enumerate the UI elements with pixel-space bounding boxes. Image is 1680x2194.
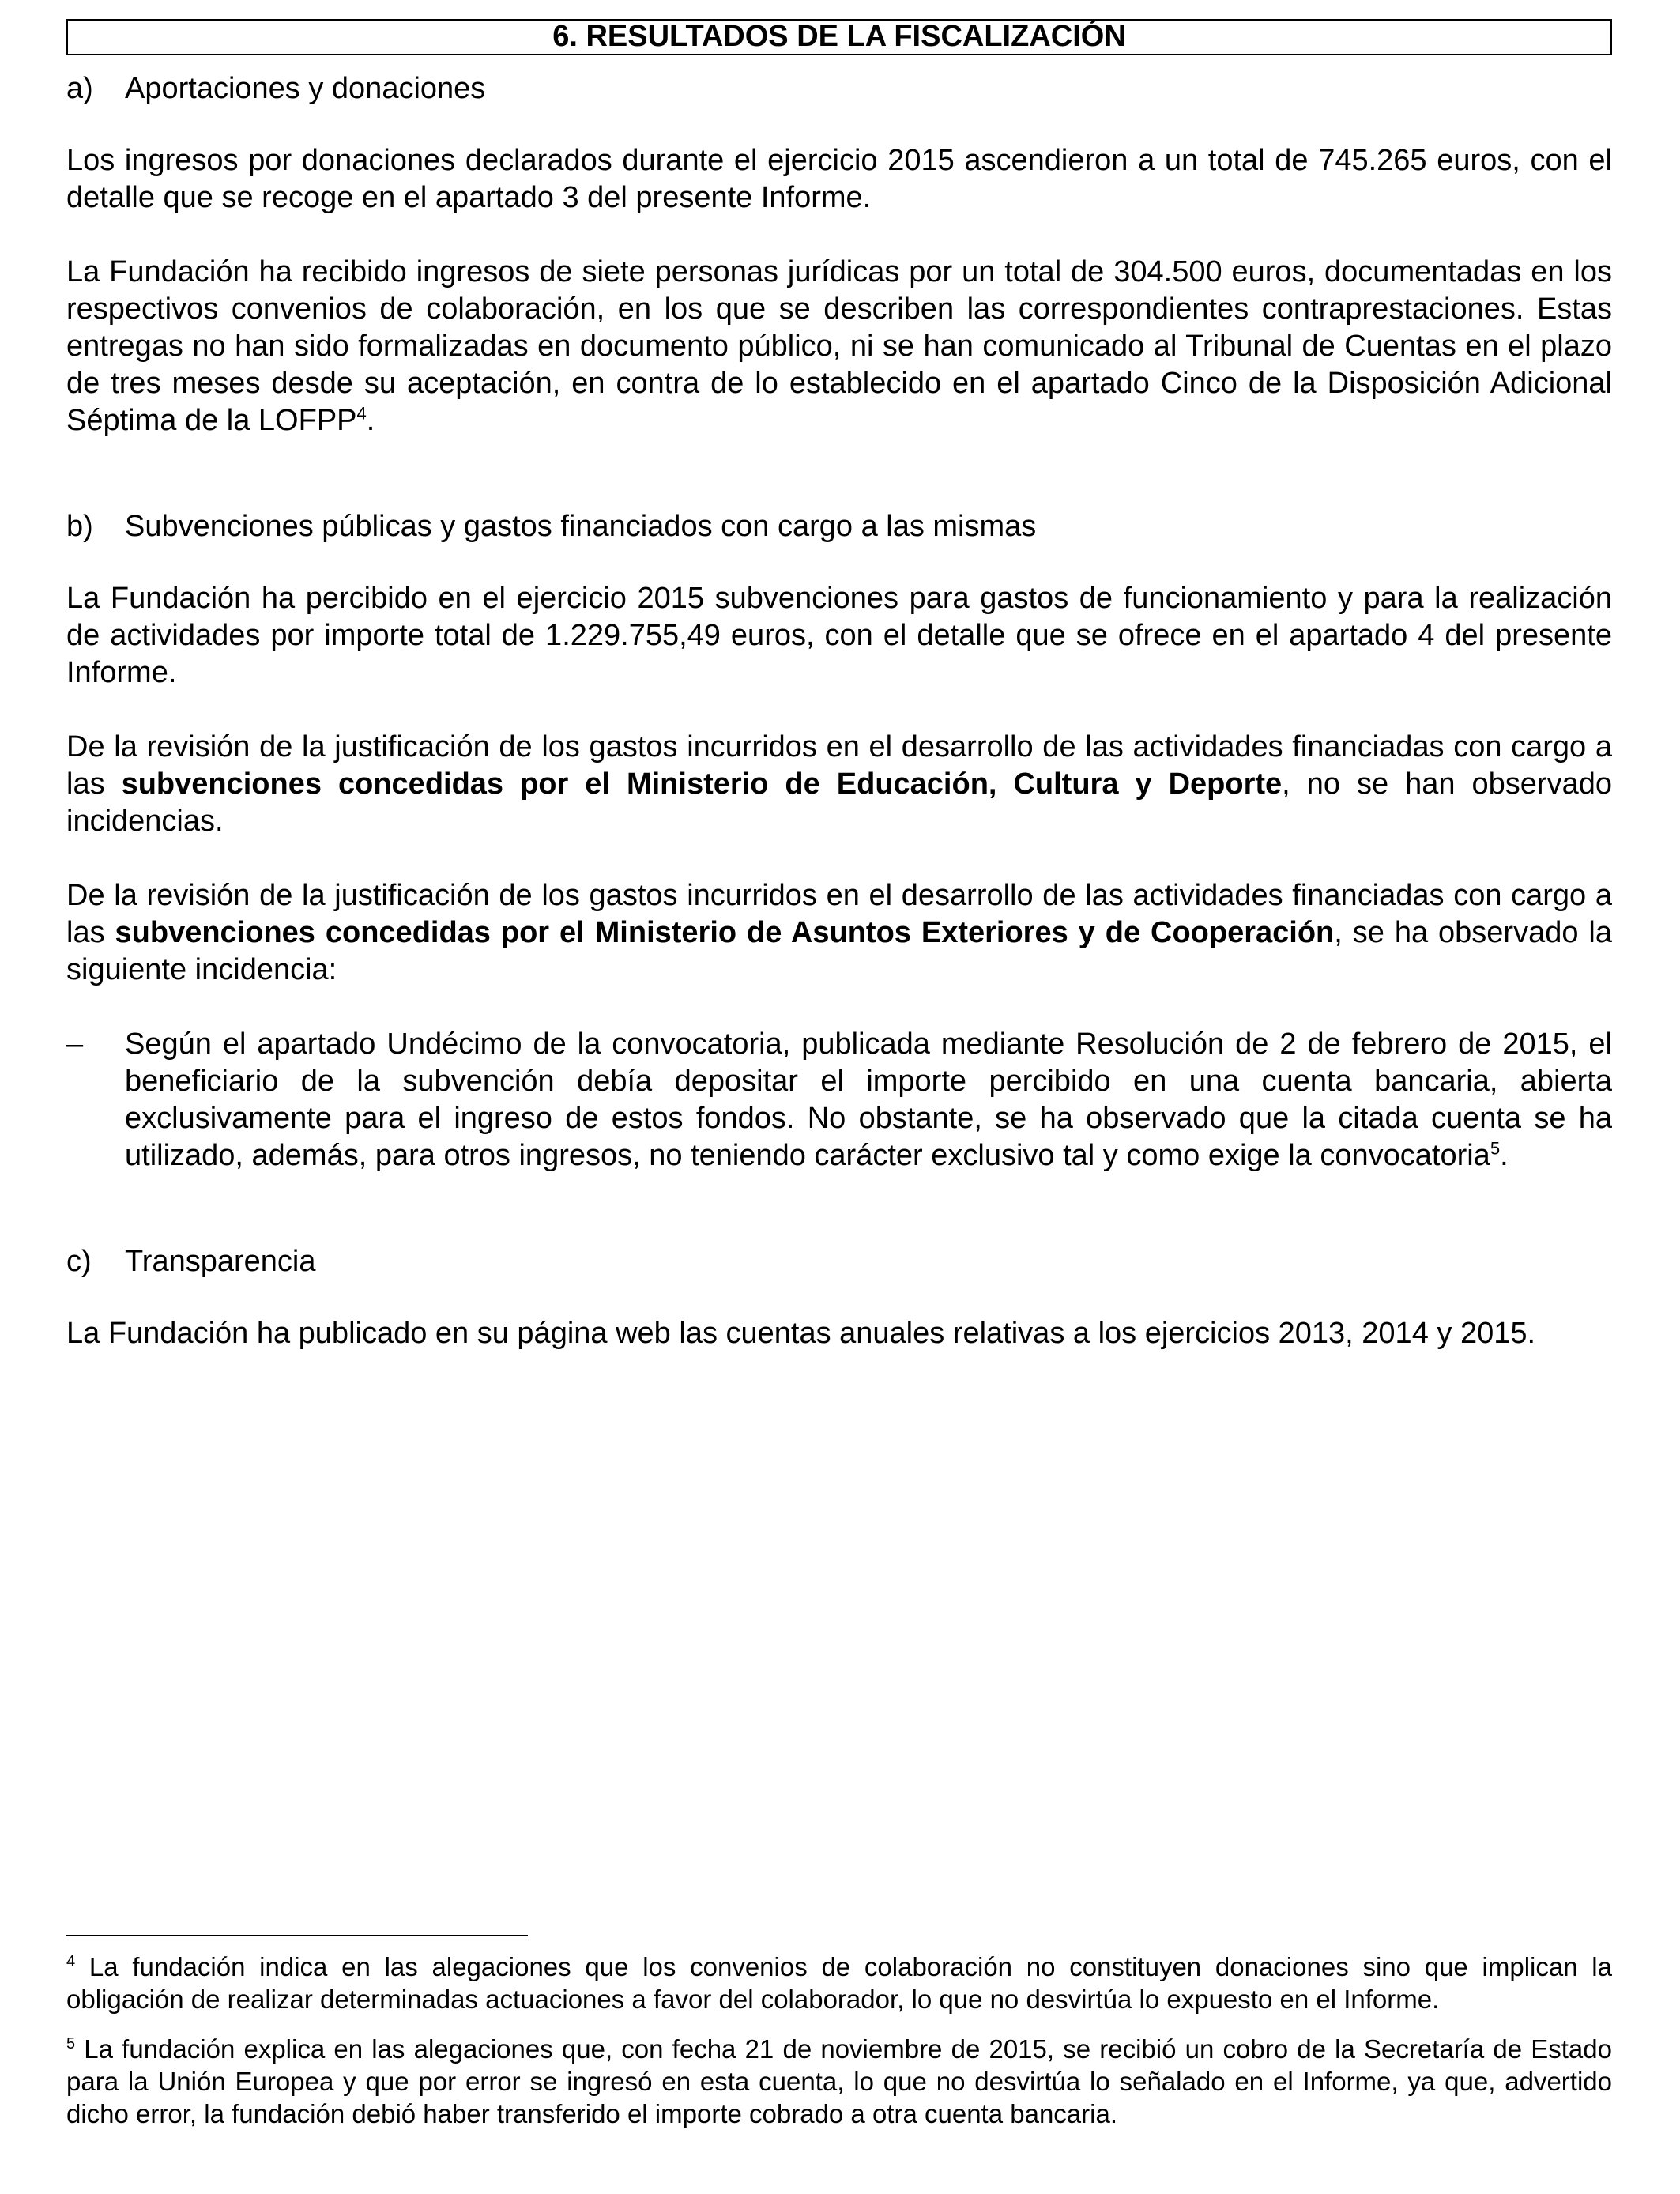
section-b-paragraph-1: La Fundación ha percibido en el ejercicio 2015 subvenciones para gastos de funcionamiento y para la realización de actividades por importe total de 1.229.755,49 euros, con el detalle que se ofrece en el apartado 4 del presente Informe.	[66, 582, 1612, 689]
section-a-paragraph-2-text: La Fundación ha recibido ingresos de siete personas jurídicas por un total de 304.500 euros, documentadas en los respectivos convenios de colaboración, en los que se describen las correspondientes contraprestaciones. Estas entregas no han sido formalizadas en documento público, ni se han comunicado al Tribunal de Cuentas en el plazo de tres meses desde su aceptación, en contra de lo establecido en el apartado Cinco de la Disposición Adicional Séptima de la LOFPP	[66, 255, 1612, 437]
section-title: 6. RESULTADOS DE LA FISCALIZACIÓN	[66, 19, 1612, 55]
footnote-separator	[66, 1935, 528, 1936]
section-b-heading	[66, 507, 1612, 545]
section-b-paragraph-2-end: , no se han observado incidencias.	[66, 767, 1612, 838]
section-c-heading-text: Transparencia	[125, 1245, 316, 1278]
section-b-paragraph-3	[66, 877, 1612, 989]
footnote-ref-5: 5	[1490, 1138, 1501, 1159]
incidence-bullet	[66, 1026, 1612, 1174]
section-b-paragraph-3-end: , se ha observado la siguiente incidencia:	[66, 916, 1612, 986]
section-b-letter: b)	[66, 510, 93, 543]
section-b-heading-text: Subvenciones públicas y gastos financiados con cargo a las mismas	[125, 510, 1037, 543]
bullet-text	[125, 1026, 1612, 1174]
section-a-heading	[66, 70, 1612, 107]
section-b-paragraph-3-start: De la revisión de la justificación de los gastos incurridos en el desarrollo de las actividades financiadas con cargo a las	[66, 879, 1612, 949]
section-c-paragraph-1: La Fundación ha publicado en su página web las cuentas anuales relativas a los ejercicios 2013, 2014 y 2015.	[66, 1317, 1536, 1350]
section-a-heading-text: Aportaciones y donaciones	[125, 72, 486, 105]
section-b-paragraph-2-start: De la revisión de la justificación de los gastos incurridos en el desarrollo de las actividades financiadas con cargo a las	[66, 730, 1612, 801]
section-a-letter: a)	[66, 72, 93, 105]
section-c-heading	[66, 1242, 1612, 1280]
footnotes	[66, 1951, 1612, 2130]
section-b-paragraph-2-bold: subvenciones concedidas por el Ministerio de Educación, Cultura y Deporte	[121, 767, 1283, 801]
footnote-4-number: 4	[66, 1953, 76, 1970]
section-b-paragraph-3-bold: subvenciones concedidas por el Ministerio de Asuntos Exteriores y de Cooperación	[115, 916, 1335, 949]
footnote-ref-4: 4	[356, 403, 367, 424]
section-b-paragraph-2	[66, 729, 1612, 840]
section-a-paragraph-1: Los ingresos por donaciones declarados durante el ejercicio 2015 ascendieron a un total de 745.265 euros, con el detalle que se recoge en el apartado 3 del presente Informe.	[66, 144, 1612, 214]
footnote-5-text: La fundación explica en las alegaciones que, con fecha 21 de noviembre de 2015, se recibió un cobro de la Secretaría de Estado para la Unión Europea y que por error se ingresó en esta cuenta, lo que no desvirtúa lo señalado en el Informe, ya que, advertido dicho error, la fundación debió haber transferido el importe cobrado a otra cuenta bancaria.	[66, 2034, 1612, 2128]
bullet-text-end: .	[1500, 1139, 1509, 1172]
document-page	[66, 19, 1612, 1352]
footnote-4	[66, 1951, 1612, 2015]
footnote-4-text: La fundación indica en las alegaciones que los convenios de colaboración no constituyen donaciones sino que implican la obligación de realizar determinadas actuaciones a favor del colaborador, lo que no desvirtúa lo expuesto en el Informe.	[66, 1952, 1612, 2014]
section-c-letter: c)	[66, 1245, 92, 1278]
section-a-paragraph-2-end: .	[366, 404, 375, 437]
bullet-text-body: Según el apartado Undécimo de la convocatoria, publicada mediante Resolución de 2 de febrero de 2015, el beneficiario de la subvención debía depositar el importe percibido en una cuenta bancaria, abierta exclusivamente para el ingreso de estos fondos. No obstante, se ha observado que la citada cuenta se ha utilizado, además, para otros ingresos, no teniendo carácter exclusivo tal y como exige la convocatoria	[125, 1027, 1612, 1172]
section-a-paragraph-2	[66, 254, 1612, 439]
footnote-5-number: 5	[66, 2035, 76, 2053]
bullet-dash: –	[66, 1027, 84, 1061]
footnote-5	[66, 2033, 1612, 2130]
